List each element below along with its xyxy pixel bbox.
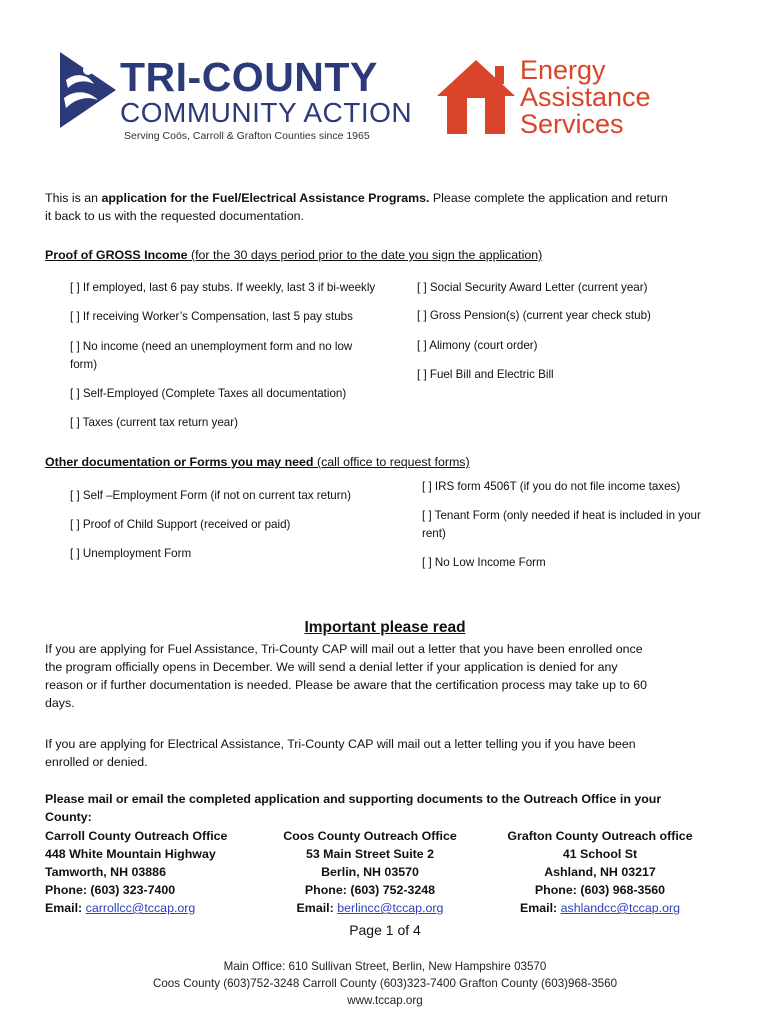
item-tenant-2: rent) — [422, 527, 446, 540]
office-phone: Phone: (603) 323-7400 — [45, 883, 176, 897]
item-pension: [ ] Gross Pension(s) (current year check stub) — [417, 309, 651, 322]
org-subtitle: COMMUNITY ACTION — [120, 97, 413, 128]
office-grafton — [495, 827, 705, 917]
office-street: 53 Main Street Suite 2 — [305, 847, 435, 861]
footer-main-office: Main Office: 610 Sullivan Street, Berlin, New Hampshire 03570 — [223, 960, 547, 973]
p2-line-1: If you are applying for Electrical Assistance, Tri-County CAP will mail out a letter telling you if you have been — [45, 737, 636, 751]
mail-line-2: County: — [45, 810, 92, 824]
eas-line-3: Services — [520, 109, 624, 139]
item-employed: [ ] If employed, last 6 pay stubs. If weekly, last 3 if bi-weekly — [70, 281, 376, 294]
other-docs-heading — [45, 453, 470, 471]
important-heading: Important please read — [304, 619, 466, 636]
house-icon — [435, 56, 517, 136]
item-child-support: [ ] Proof of Child Support (received or paid) — [70, 518, 291, 531]
income-heading-rest: (for the 30 days period prior to the date you sign the application) — [187, 248, 543, 262]
office-city: Ashland, NH 03217 — [544, 865, 656, 879]
energy-assistance-services-logo — [520, 57, 651, 138]
important-paragraph-2 — [45, 735, 745, 771]
office-phone: Phone: (603) 752-3248 — [304, 883, 436, 897]
intro-line2: it back to us with the requested documentation. — [45, 209, 304, 223]
office-phone: Phone: (603) 968-3560 — [534, 883, 666, 897]
item-unemployment: [ ] Unemployment Form — [70, 547, 192, 560]
office-street: 448 White Mountain Highway — [45, 847, 216, 861]
office-email-label: Email: — [296, 901, 338, 915]
p1-line-2: the program officially opens in December. We will send a denial letter if your application is denied for any — [45, 660, 618, 674]
income-heading-bold: Proof of GROSS Income — [45, 248, 188, 262]
item-no-income-2: form) — [70, 358, 98, 371]
item-alimony: [ ] Alimony (court order) — [417, 339, 538, 352]
p1-line-4: days. — [45, 696, 75, 710]
intro-bold: application for the Fuel/Electrical Assistance Programs. — [101, 191, 430, 205]
tri-county-logo-mark — [58, 50, 118, 148]
org-tagline: Serving Coös, Carroll & Grafton Counties since 1965 — [124, 130, 370, 142]
p2-line-2: enrolled or denied. — [45, 755, 148, 769]
item-ss-award: [ ] Social Security Award Letter (current year) — [417, 281, 648, 294]
mail-line-1: Please mail or email the completed application and supporting documents to the Outreach Office in your — [45, 792, 662, 806]
mail-instructions — [45, 790, 745, 826]
item-self-employed: [ ] Self-Employed (Complete Taxes all documentation) — [70, 387, 347, 400]
office-name: Carroll County Outreach Office — [45, 829, 228, 843]
other-docs-heading-rest: (call office to request forms) — [313, 455, 470, 469]
intro-prefix: This is an — [45, 191, 102, 205]
item-fuel-bill: [ ] Fuel Bill and Electric Bill — [417, 368, 554, 381]
org-title: TRI-COUNTY — [120, 54, 378, 100]
footer-phones: Coos County (603)752-3248 Carroll County (603)323-7400 Grafton County (603)968-3560 — [152, 977, 618, 990]
important-paragraph-1 — [45, 640, 745, 712]
office-email-link[interactable]: carrollcc@tccap.org — [85, 901, 196, 915]
office-city: Berlin, NH 03570 — [321, 865, 419, 879]
eas-line-1: Energy — [520, 55, 606, 85]
office-email-label: Email: — [520, 901, 561, 915]
intro-paragraph — [45, 189, 735, 225]
office-coos — [270, 827, 470, 917]
eas-line-2: Assistance — [520, 82, 651, 112]
p1-line-3: reason or if further documentation is needed. Please be aware that the certification process may take up to 60 — [45, 678, 647, 692]
item-workers-comp: [ ] If receiving Worker’s Compensation, last 5 pay stubs — [70, 310, 353, 323]
office-carroll — [45, 827, 227, 917]
office-street: 41 School St — [562, 847, 638, 861]
office-city: Tamworth, NH 03886 — [45, 865, 166, 879]
office-email-link[interactable]: berlincc@tccap.org — [337, 901, 444, 915]
item-tenant-1: [ ] Tenant Form (only needed if heat is included in your — [422, 509, 701, 522]
intro-line1-rest: Please complete the application and return — [429, 191, 668, 205]
item-no-income-1: [ ] No income (need an unemployment form and no low — [70, 340, 353, 353]
office-name: Grafton County Outreach office — [507, 829, 693, 843]
footer — [0, 958, 770, 1009]
item-no-low-income: [ ] No Low Income Form — [422, 556, 546, 569]
office-name: Coos County Outreach Office — [283, 829, 457, 843]
income-heading — [45, 246, 542, 264]
item-self-emp-form: [ ] Self –Employment Form (if not on current tax return) — [70, 489, 351, 502]
item-taxes: [ ] Taxes (current tax return year) — [70, 416, 238, 429]
office-email-label: Email: — [45, 901, 86, 915]
footer-website: www.tccap.org — [347, 994, 423, 1007]
other-docs-heading-bold: Other documentation or Forms you may need — [45, 455, 314, 469]
item-irs-form: [ ] IRS form 4506T (if you do not file income taxes) — [422, 480, 681, 493]
office-email-link[interactable]: ashlandcc@tccap.org — [560, 901, 680, 915]
page-number: Page 1 of 4 — [349, 922, 421, 938]
p1-line-1: If you are applying for Fuel Assistance, Tri-County CAP will mail out a letter that you have been enrolled once — [45, 642, 643, 656]
